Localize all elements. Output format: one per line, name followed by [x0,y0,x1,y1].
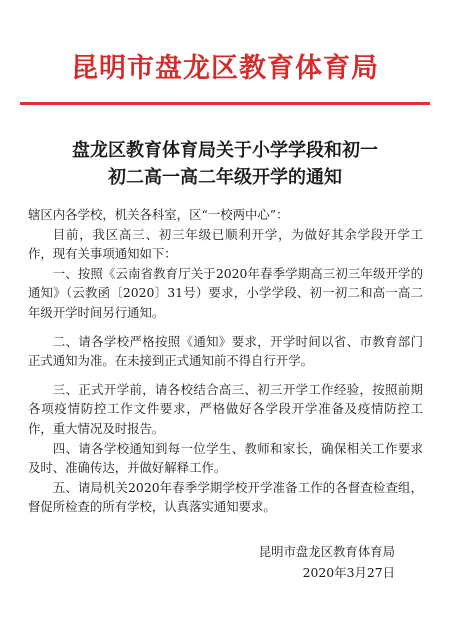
salutation: 辖区内各学校，机关各科室，区“一校两中心”： [28,207,289,222]
paragraph-4: 四、请各学校通知到每一位学生、教师和家长，确保相关工作要求及时、准确传达，并做好解释工作。 [28,440,423,476]
signature-block [259,541,395,583]
paragraph-3: 三、正式开学前，请各校结合高三、初三开学工作经验，按照前期各项疫情防控工作文件要求，严格做好各学段开学准备及疫情防控工作，重大情况及时报告。 [28,381,423,436]
date: 2020年3月27日 [302,565,395,580]
letterhead: 昆明市盘龙区教育体育局 [71,53,379,84]
paragraph-1: 一、按照《云南省教育厅关于2020年春季学期高三初三年级开学的通知》（云教函〔2020〕31号）要求，小学学段、初一初二和高一高二年级开学时间另行通知。 [28,265,423,320]
title-line-1: 盘龙区教育体育局关于小学学段和初一 [72,140,378,161]
red-divider [20,102,430,105]
paragraph-2: 二、请各学校严格按照《通知》要求，开学时间以省、市教育部门正式通知为准。在未接到正式通知前不得自行开学。 [28,333,423,369]
paragraph-5: 五、请局机关2020年春季学期学校开学准备工作的各督查检查组，督促所检查的所有学校，认真落实通知要求。 [28,479,423,515]
document-title [20,137,430,191]
document-body [28,205,423,517]
signature: 昆明市盘龙区教育体育局 [258,544,395,559]
title-line-2: 初二高一高二年级开学的通知 [108,167,342,188]
paragraph-intro: 目前，我区高三、初三年级已顺利开学，为做好其余学段开学工作，现有关事项通知如下： [28,226,423,262]
